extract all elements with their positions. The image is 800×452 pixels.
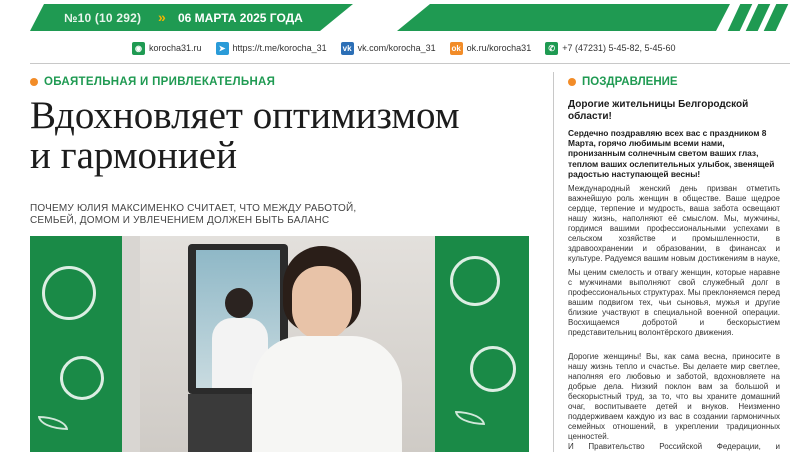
- sidebar-paragraph-3: Дорогие женщины! Вы, как сама весна, приносите в нашу жизнь тепло и счастье. Вы делаете мир светлее, наполняя его любовью и заботой, вдохновляете на добрые дела. Низкий поклон вам за большой и бескорыстный труд, за то, что вы храните домашний очаг, воспитываете детей и внуков. Неизменно поддерживаем каждую из вас в создании гармоничных семейных отношений, в укреплении традиционных ценностей.: [568, 352, 780, 441]
- headline-line-2: и гармонией: [30, 134, 237, 177]
- sidebar-kicker: [568, 76, 678, 88]
- sidebar-paragraph-1: Международный женский день призван отметить важнейшую роль женщин в обществе. Ваше щедрое сердце, терпение и мудрость, ваша забота освещают нашу жизнь, наполняют её смыслом. Мы, мужчины, гордимся вашими профессиональными успехами в сельском хозяйстве и промышленности, в здравоохранении и образовании, в финансах и культуре. Радуемся вашим новым достижениям в науке,: [568, 184, 780, 263]
- sidebar-greeting: Дорогие жительницы Белгородской области!: [568, 99, 749, 122]
- telegram-icon: ➤: [216, 42, 229, 55]
- reflection-head: [225, 288, 253, 318]
- phone-icon: ✆: [545, 42, 558, 55]
- article-kicker: [30, 76, 275, 88]
- decorative-stripes: [730, 4, 790, 31]
- bullet-dot-icon: [568, 78, 576, 86]
- bullet-dot-icon: [30, 78, 38, 86]
- column-divider: [553, 72, 554, 452]
- portrait-torso: [252, 336, 402, 452]
- issue-date: 06 МАРТА 2025 ГОДА: [178, 11, 303, 25]
- web-icon: ◉: [132, 42, 145, 55]
- contact-label[interactable]: +7 (47231) 5-45-82, 5-45-60: [562, 43, 676, 53]
- contact-vk[interactable]: [341, 42, 436, 55]
- ok-icon: ok: [451, 43, 461, 53]
- divider: [30, 63, 790, 64]
- contact-label[interactable]: vk.com/korocha_31: [357, 43, 436, 53]
- article-subhead: ПОЧЕМУ ЮЛИЯ МАКСИМЕНКО СЧИТАЕТ, ЧТО МЕЖДУ РАБОТОЙ, СЕМЬЕЙ, ДОМОМ И УВЛЕЧЕНИЕМ ДОЛЖЕН БЫТЬ БАЛАНС: [30, 203, 357, 226]
- flower-ornament-icon: [450, 256, 500, 306]
- contact-phone[interactable]: [545, 42, 675, 55]
- sidebar-kicker-text: ПОЗДРАВЛЕНИЕ: [582, 76, 678, 88]
- contact-ok[interactable]: [450, 42, 532, 55]
- portrait-face: [292, 266, 352, 340]
- contact-telegram[interactable]: [216, 42, 327, 55]
- kicker-text: ОБАЯТЕЛЬНАЯ И ПРИВЛЕКАТЕЛЬНАЯ: [44, 76, 276, 88]
- chevron-icon: »: [158, 9, 166, 25]
- article-headline: [30, 96, 540, 176]
- sidebar-lead: Сердечно поздравляю всех вас с праздником 8 Марта, горячо любимым всеми нами, пронизанным солнечным светом ваших глаз, теплом ваших ослепительных улыбок, звенящей радостью наступающей весны!: [568, 128, 775, 179]
- article-photo: [30, 236, 529, 452]
- contact-label[interactable]: korocha31.ru: [149, 43, 202, 53]
- vk-icon: vk: [341, 42, 354, 55]
- issue-number: №10 (10 292): [64, 11, 142, 25]
- flower-ornament-icon: [470, 346, 516, 392]
- sidebar-paragraph-4: И Правительство Российской Федерации, и: [568, 442, 780, 451]
- flower-ornament-icon: [60, 356, 104, 400]
- flower-ornament-icon: [42, 266, 96, 320]
- headline-line-1: Вдохновляет оптимизмом: [30, 94, 460, 137]
- masthead-banner: [30, 4, 720, 31]
- contact-label[interactable]: https://t.me/korocha_31: [232, 43, 327, 53]
- contact-label[interactable]: ok.ru/korocha31: [466, 43, 532, 53]
- contacts-bar: [132, 40, 676, 56]
- contact-web[interactable]: [132, 42, 202, 55]
- sidebar-paragraph-2: Мы ценим смелость и отвагу женщин, которые наравне с мужчинами выполняют свой служебный долг в профессиональных структурах. Мы преклоняемся перед вашим подвигом тех, чьи сыновья, мужья и другие близкие участвуют в специальной военной операции. Восхищаемся добротой и бескорыстием представительниц волонтёрского движения.: [568, 268, 780, 337]
